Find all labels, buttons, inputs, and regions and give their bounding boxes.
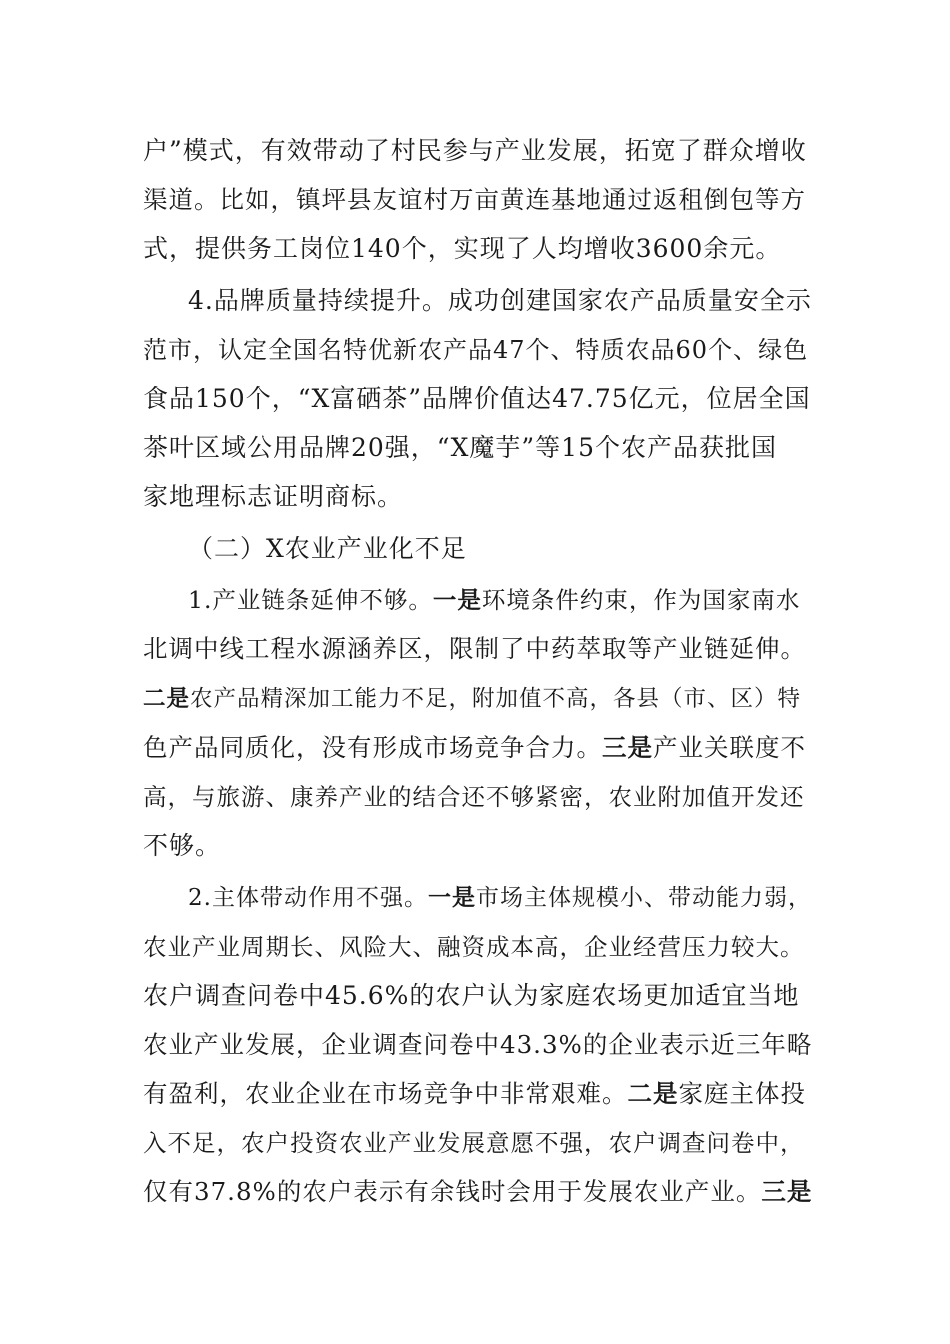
text-line bbox=[143, 1030, 812, 1060]
text-segment: 环境条件约束，作为国家南水 bbox=[481, 586, 801, 614]
text-segment: 1.产业链条延伸不够。 bbox=[188, 586, 433, 614]
text-segment: 产业关联度不 bbox=[653, 733, 806, 762]
bold-marker: 三是 bbox=[761, 1177, 813, 1206]
text-line bbox=[143, 433, 777, 463]
text-segment: （二）X农业产业化不足 bbox=[188, 534, 467, 563]
text-segment: 入不足，农户投资农业产业发展意愿不强，农户调查问卷中， bbox=[143, 1129, 805, 1157]
text-line bbox=[143, 1128, 805, 1158]
text-segment: 农业产业周期长、风险大、融资成本高，企业经营压力较大。 bbox=[143, 933, 805, 961]
text-segment: 4.品牌质量持续提升。成功创建国家农产品质量安全示 bbox=[188, 286, 812, 315]
text-line bbox=[143, 782, 805, 812]
text-segment: 色产品同质化，没有形成市场竞争合力。 bbox=[143, 733, 602, 762]
section-heading bbox=[188, 534, 467, 564]
paragraph-start-line bbox=[188, 286, 812, 316]
text-line bbox=[143, 634, 806, 664]
text-line bbox=[143, 831, 221, 861]
text-segment: 渠道。比如，镇坪县友谊村万亩黄连基地通过返租倒包等方 bbox=[143, 185, 806, 214]
text-line bbox=[143, 482, 403, 512]
text-line bbox=[143, 981, 799, 1011]
text-segment: 2.主体带动作用不强。 bbox=[188, 885, 428, 911]
text-segment: 式，提供务工岗位140个，实现了人均增收3600余元。 bbox=[143, 234, 782, 263]
text-segment: 市场主体规模小、带动能力弱， bbox=[475, 885, 812, 911]
text-segment: 茶叶区域公用品牌20强，“X魔芋”等15个农产品获批国 bbox=[143, 433, 777, 462]
text-segment: 农业产业发展，企业调查问卷中43.3%的企业表示近三年略 bbox=[143, 1030, 813, 1059]
text-line bbox=[143, 335, 808, 365]
text-segment: 户”模式，有效带动了村民参与产业发展，拓宽了群众增收 bbox=[143, 136, 807, 165]
paragraph-start-line bbox=[188, 585, 800, 615]
bold-marker: 一是 bbox=[427, 884, 476, 911]
text-line bbox=[143, 932, 805, 962]
bold-marker: 二是 bbox=[627, 1079, 679, 1108]
text-segment: 高，与旅游、康养产业的结合还不够紧密，农业附加值开发还 bbox=[143, 783, 805, 811]
text-line bbox=[143, 1177, 812, 1207]
text-segment: 有盈利，农业企业在市场竞争中非常艰难。 bbox=[143, 1079, 628, 1108]
bold-marker: 二是 bbox=[143, 686, 191, 712]
paragraph-start-line bbox=[188, 883, 812, 913]
text-segment: 仅有37.8%的农户表示有余钱时会用于发展农业产业。 bbox=[143, 1177, 762, 1206]
text-segment: 家地理标志证明商标。 bbox=[143, 482, 404, 511]
bold-marker: 三是 bbox=[602, 733, 653, 762]
text-segment: 北调中线工程水源涵养区，限制了中药萃取等产业链延伸。 bbox=[143, 634, 806, 663]
text-line bbox=[143, 1079, 806, 1109]
bold-marker: 一是 bbox=[432, 586, 482, 614]
text-line bbox=[143, 234, 781, 264]
text-line bbox=[143, 136, 807, 166]
text-segment: 农户调查问卷中45.6%的农户认为家庭农场更加适宜当地 bbox=[143, 981, 800, 1010]
text-segment: 家庭主体投 bbox=[678, 1079, 806, 1108]
text-line bbox=[143, 684, 801, 714]
text-line bbox=[143, 733, 806, 763]
text-line bbox=[143, 384, 811, 414]
text-line bbox=[143, 185, 806, 215]
text-segment: 农产品精深加工能力不足，附加值不高，各县（市、区）特 bbox=[190, 686, 802, 712]
text-segment: 范市，认定全国名特优新农产品47个、特质农品60个、绿色 bbox=[143, 336, 809, 364]
text-segment: 不够。 bbox=[143, 831, 222, 860]
text-segment: 食品150个，“X富硒茶”品牌价值达47.75亿元，位居全国 bbox=[143, 384, 811, 413]
